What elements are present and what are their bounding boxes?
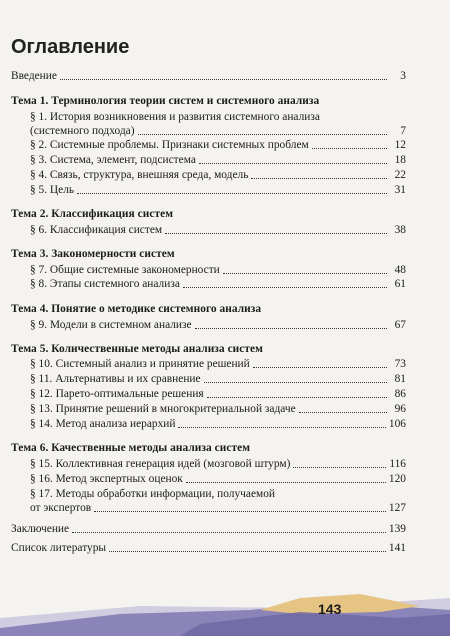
toc-topic-2[interactable]: Тема 2. Классификация систем [11,208,174,220]
toc-entry-s1-line1[interactable]: § 1. История возникновения и развития системного анализа [30,111,320,123]
toc-entry-label: § 16. Метод экспертных оценок [30,473,183,485]
toc-entry-label: § 3. Система, элемент, подсистема [30,154,196,166]
toc-entry-s11[interactable] [30,372,406,386]
dot-leader [183,286,387,288]
toc-page-number: 18 [394,154,406,166]
toc-entry-label: § 14. Метод анализа иерархий [30,418,176,430]
toc-page-number: 73 [394,358,406,370]
dot-leader [253,366,387,368]
toc-entry-label: § 12. Парето-оптимальные решения [30,388,204,400]
toc-page-number: 67 [394,319,406,331]
toc-entry-s7[interactable] [30,263,406,277]
dot-leader [199,162,387,164]
toc-entry-s15[interactable] [30,457,406,471]
toc-entry-label: § 5. Цель [30,184,75,196]
toc-entry-label: (системного подхода) [30,125,135,137]
toc-entry-label: § 10. Системный анализ и принятие решений [30,358,250,370]
dot-leader [186,481,386,483]
toc-entry-s6[interactable] [30,223,406,237]
toc-page-number: 116 [389,458,406,470]
dot-leader [299,411,387,413]
toc-entry-conclusion[interactable] [11,522,406,536]
toc-entry-s12[interactable] [30,387,406,401]
toc-entry-s13[interactable] [30,402,406,416]
toc-entry-s4[interactable] [30,168,406,182]
dot-leader [60,78,387,80]
toc-page-number: 86 [394,388,406,400]
toc-page-number: 127 [388,502,406,514]
toc-entry-label: § 9. Модели в системном анализе [30,319,192,331]
toc-page-number: 12 [394,139,406,151]
dot-leader [77,192,387,194]
toc-page-number: 38 [394,224,406,236]
toc-topic-3[interactable]: Тема 3. Закономерности систем [11,248,175,260]
dot-leader [312,147,387,149]
toc-entry-s2[interactable] [30,138,406,152]
dot-leader [251,177,387,179]
toc-entry-s16[interactable] [30,472,406,486]
page-number: 143 [318,601,342,617]
dot-leader [223,272,387,274]
toc-page-number: 141 [388,542,406,554]
dot-leader [293,466,386,468]
toc-page-number: 120 [388,473,406,485]
toc-page-number: 61 [394,278,406,290]
toc-entry-label: § 2. Системные проблемы. Признаки системных проблем [30,139,309,151]
toc-topic-4[interactable]: Тема 4. Понятие о методике системного анализа [11,303,262,315]
toc-entry-intro[interactable] [11,69,406,83]
toc-entry-s17-line1[interactable]: § 17. Методы обработки информации, получаемой [30,488,276,500]
dot-leader [204,381,387,383]
toc-entry-label: § 8. Этапы системного анализа [30,278,180,290]
toc-page-number: 7 [400,125,406,137]
dot-leader [94,510,386,512]
toc-entry-label: от экспертов [30,502,92,514]
toc-entry-s10[interactable] [30,357,406,371]
toc-entry-s1[interactable] [30,124,406,138]
toc-topic-1[interactable]: Тема 1. Терминология теории систем и системного анализа [11,95,320,107]
toc-entry-label: § 7. Общие системные закономерности [30,264,220,276]
toc-entry-s17[interactable] [30,501,406,515]
toc-page-number: 139 [388,523,406,535]
toc-entry-s9[interactable] [30,318,406,332]
page-title: Оглавление [11,36,130,58]
toc-page-number: 22 [394,169,406,181]
toc-page-number: 48 [394,264,406,276]
toc-entry-references[interactable] [11,541,406,555]
toc-entry-label: § 11. Альтернативы и их сравнение [30,373,201,385]
toc-topic-5[interactable]: Тема 5. Количественные методы анализа систем [11,343,263,355]
dot-leader [195,327,387,329]
toc-entry-s5[interactable] [30,183,406,197]
toc-page-number: 3 [400,70,406,82]
toc-entry-label: § 15. Коллективная генерация идей (мозговой штурм) [30,458,291,470]
decorative-footer-band [0,588,450,636]
toc-page-number: 81 [394,373,406,385]
toc-page-number: 31 [394,184,406,196]
toc-page-number: 106 [388,418,406,430]
dot-leader [72,531,386,533]
dot-leader [109,550,386,552]
toc-topic-6[interactable]: Тема 6. Качественные методы анализа систем [11,442,251,454]
toc-entry-s14[interactable] [30,417,406,431]
toc-entry-s3[interactable] [30,153,406,167]
dot-leader [207,396,387,398]
toc-entry-label: Введение [11,70,57,82]
dot-leader [178,426,385,428]
toc-entry-label: Список литературы [11,542,107,554]
toc-page-number: 96 [394,403,406,415]
dot-leader [165,232,387,234]
toc-entry-label: § 4. Связь, структура, внешняя среда, модель [30,169,249,181]
toc-entry-label: Заключение [11,523,70,535]
toc-entry-s8[interactable] [30,277,406,291]
toc-entry-label: § 6. Классификация систем [30,224,163,236]
dot-leader [138,133,388,135]
toc-entry-label: § 13. Принятие решений в многокритериальной задаче [30,403,296,415]
